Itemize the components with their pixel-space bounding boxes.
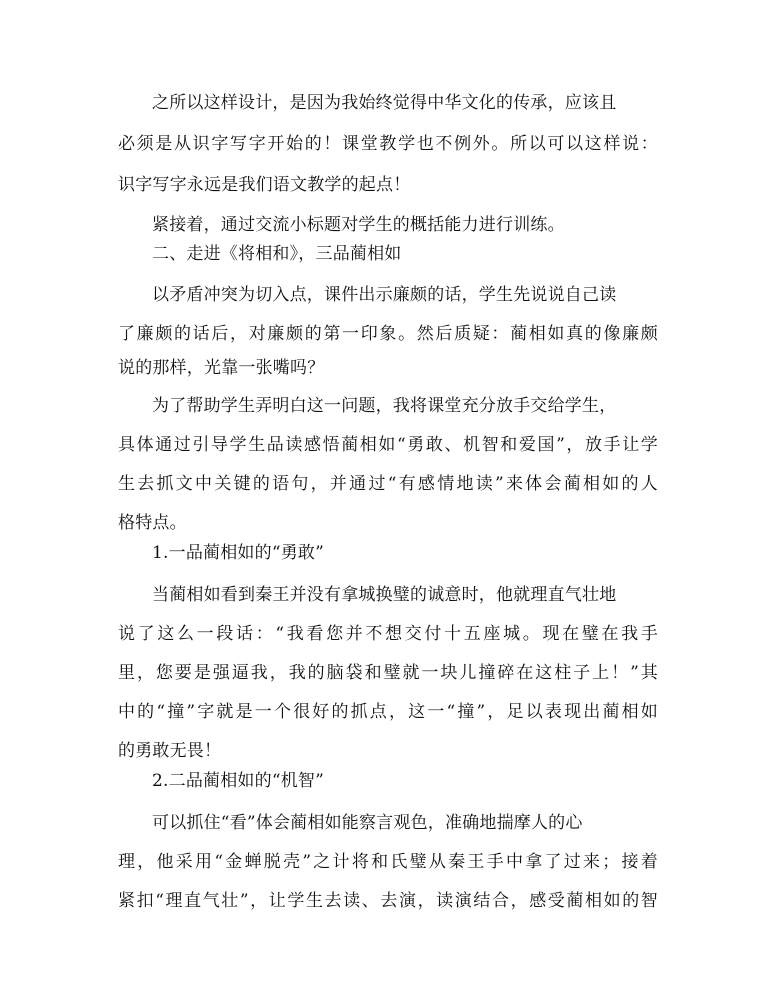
paragraph-line: 紧接着，通过交流小标题对学生的概括能力进行训练。: [152, 215, 565, 235]
paragraph-line: 为了帮助学生弄明白这一问题，我将课堂充分放手交给学生，: [152, 396, 617, 416]
subsection-heading: 1.一品蔺相如的“勇敢”: [152, 543, 325, 563]
paragraph-line: 当蔺相如看到秦王并没有拿城换璧的诚意时，他就理直气壮地: [152, 585, 617, 605]
paragraph-line: 可以抓住“看”体会蔺相如能察言观色，准确地揣摩人的心: [152, 813, 583, 833]
paragraph-line: 识字写字永远是我们语文教学的起点！: [118, 175, 411, 195]
paragraph-line: 理，他采用“金蝉脱壳”之计将和氏璧从秦王手中拿了过来；接着: [118, 852, 658, 872]
paragraph-line: 之所以这样设计，是因为我始终觉得中华文化的传承，应该且: [152, 93, 617, 113]
paragraph-line: 紧扣“理直气壮”，让学生去读、去演，读演结合，感受蔺相如的智: [118, 891, 658, 911]
paragraph-line: 必须是从识字写字开始的！课堂教学也不例外。所以可以这样说：: [118, 134, 658, 154]
paragraph-line: 以矛盾冲突为切入点，课件出示廉颇的话，学生先说说自己读: [152, 285, 617, 305]
section-heading: 二、走进《将相和》，三品蔺相如: [152, 244, 402, 264]
paragraph-line: 了廉颇的话后，对廉颇的第一印象。然后质疑：蔺相如真的像廉颇: [118, 324, 658, 344]
paragraph-line: 格特点。: [118, 513, 187, 533]
paragraph-line: 说的那样，光靠一张嘴吗？: [118, 358, 325, 378]
paragraph-line: 里，您要是强逼我，我的脑袋和璧就一块儿撞碎在这柱子上！”其: [118, 663, 658, 683]
paragraph-line: 生去抓文中关键的语句，并通过“有感情地读”来体会蔺相如的人: [118, 474, 658, 494]
paragraph-line: 的勇敢无畏！: [118, 741, 222, 761]
subsection-heading: 2.二品蔺相如的“机智”: [152, 771, 325, 791]
paragraph-line: 说了这么一段话：“我看您并不想交付十五座城。现在璧在我手: [118, 624, 658, 644]
paragraph-line: 中的“撞”字就是一个很好的抓点，这一“撞”，足以表现出蔺相如: [118, 702, 658, 722]
paragraph-line: 具体通过引导学生品读感悟蔺相如“勇敢、机智和爱国”，放手让学: [118, 435, 658, 455]
